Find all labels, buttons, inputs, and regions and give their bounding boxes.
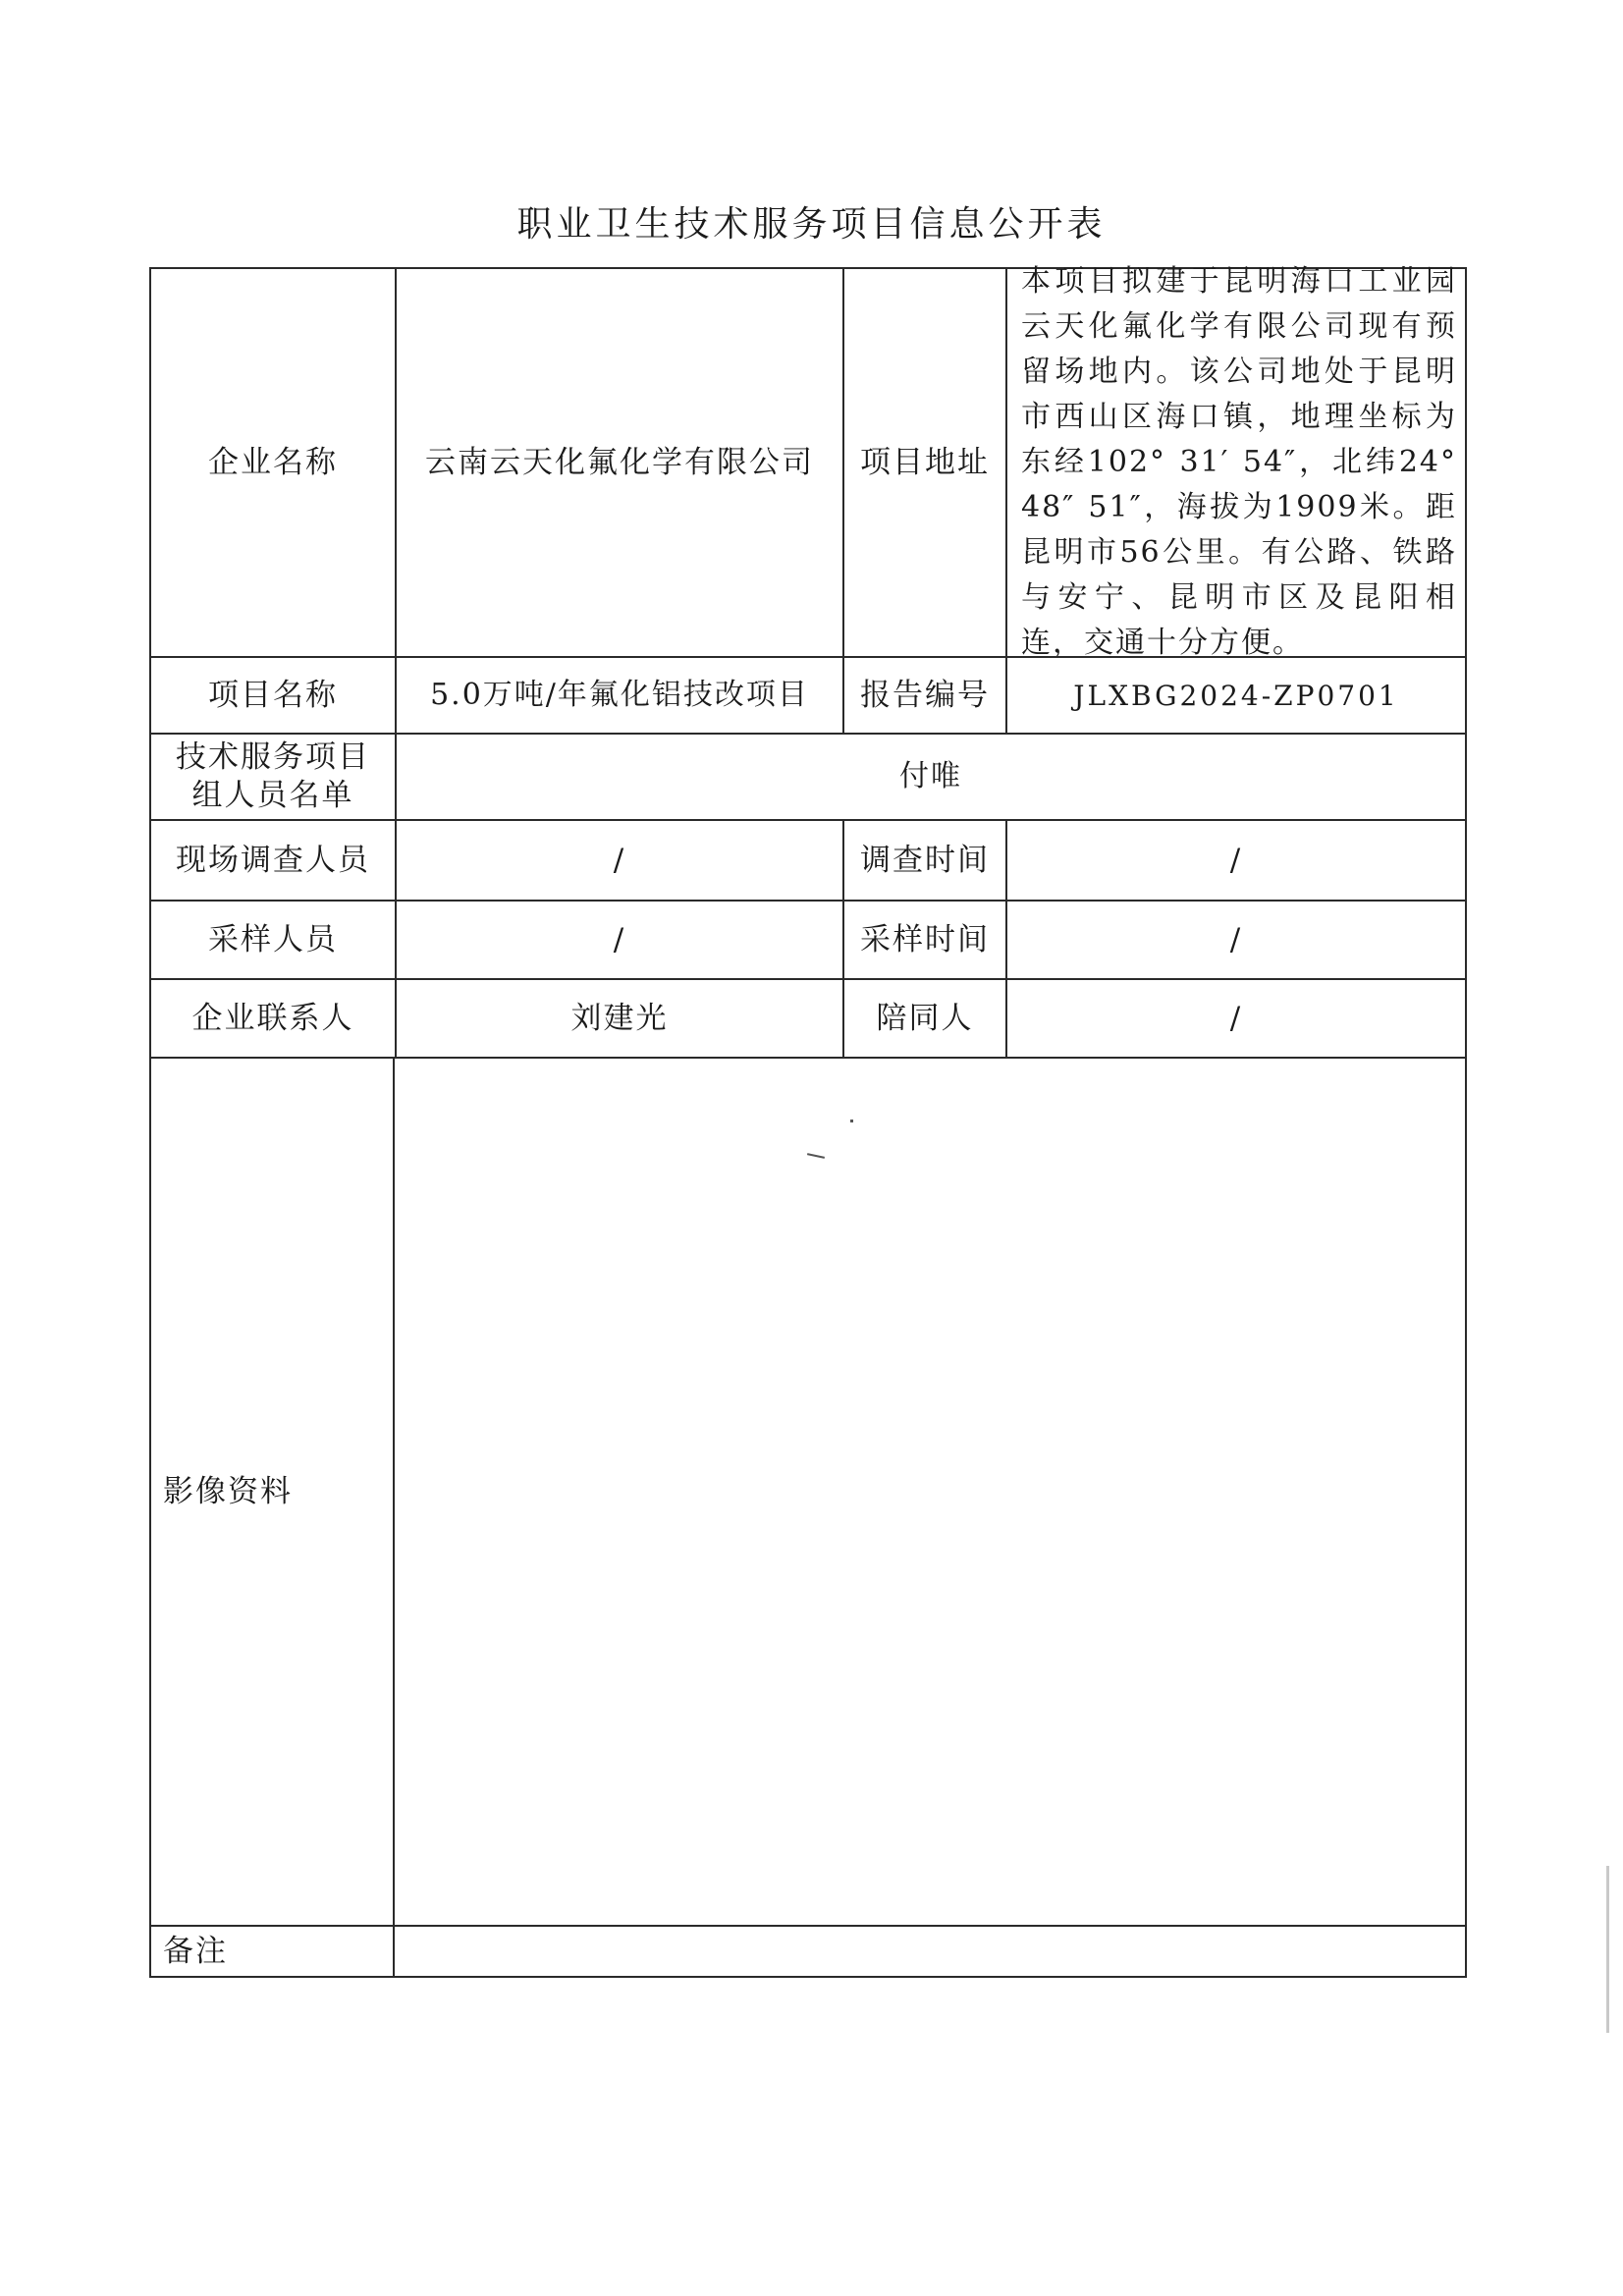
project-address-value: 本项目拟建于昆明海口工业园云天化氟化学有限公司现有预留场地内。该公司地处于昆明市西山区海口镇，地理坐标为东经102° 31′ 54″，北纬24° 48″ 51″，海拔为1909米。距昆明市56公里。有公路、铁路与安宁、昆明市区及昆阳相连，交通十分方便。 — [1005, 267, 1467, 656]
company-name-value: 云南云天化氟化学有限公司 — [395, 267, 842, 656]
escort-label: 陪同人 — [842, 978, 1005, 1057]
project-name-label: 项目名称 — [149, 656, 395, 733]
survey-personnel-value: / — [395, 819, 842, 900]
company-contact-label: 企业联系人 — [149, 978, 395, 1057]
report-number-value: JLXBG2024-ZP0701 — [1005, 656, 1467, 733]
scan-speck — [807, 1153, 825, 1159]
scan-speck — [850, 1120, 853, 1122]
project-name-value: 5.0万吨/年氟化铝技改项目 — [395, 656, 842, 733]
company-contact-value: 刘建光 — [395, 978, 842, 1057]
sampling-time-label: 采样时间 — [842, 900, 1005, 978]
project-address-label: 项目地址 — [842, 267, 1005, 656]
survey-time-value: / — [1005, 819, 1467, 900]
sampling-personnel-value: / — [395, 900, 842, 978]
company-name-label: 企业名称 — [149, 267, 395, 656]
team-members-value: 付唯 — [395, 733, 1467, 819]
image-materials-label: 影像资料 — [149, 1057, 393, 1925]
survey-personnel-label: 现场调查人员 — [149, 819, 395, 900]
image-materials-area — [393, 1057, 1467, 1925]
survey-time-label: 调查时间 — [842, 819, 1005, 900]
remarks-value — [393, 1925, 1467, 1978]
scan-edge-mark — [1606, 1866, 1609, 2033]
sampling-time-value: / — [1005, 900, 1467, 978]
sampling-personnel-label: 采样人员 — [149, 900, 395, 978]
remarks-label: 备注 — [149, 1925, 393, 1978]
escort-value: / — [1005, 978, 1467, 1057]
team-members-label: 技术服务项目组人员名单 — [149, 733, 395, 819]
report-number-label: 报告编号 — [842, 656, 1005, 733]
info-table — [149, 264, 1467, 1978]
page-title: 职业卫生技术服务项目信息公开表 — [516, 204, 1107, 245]
